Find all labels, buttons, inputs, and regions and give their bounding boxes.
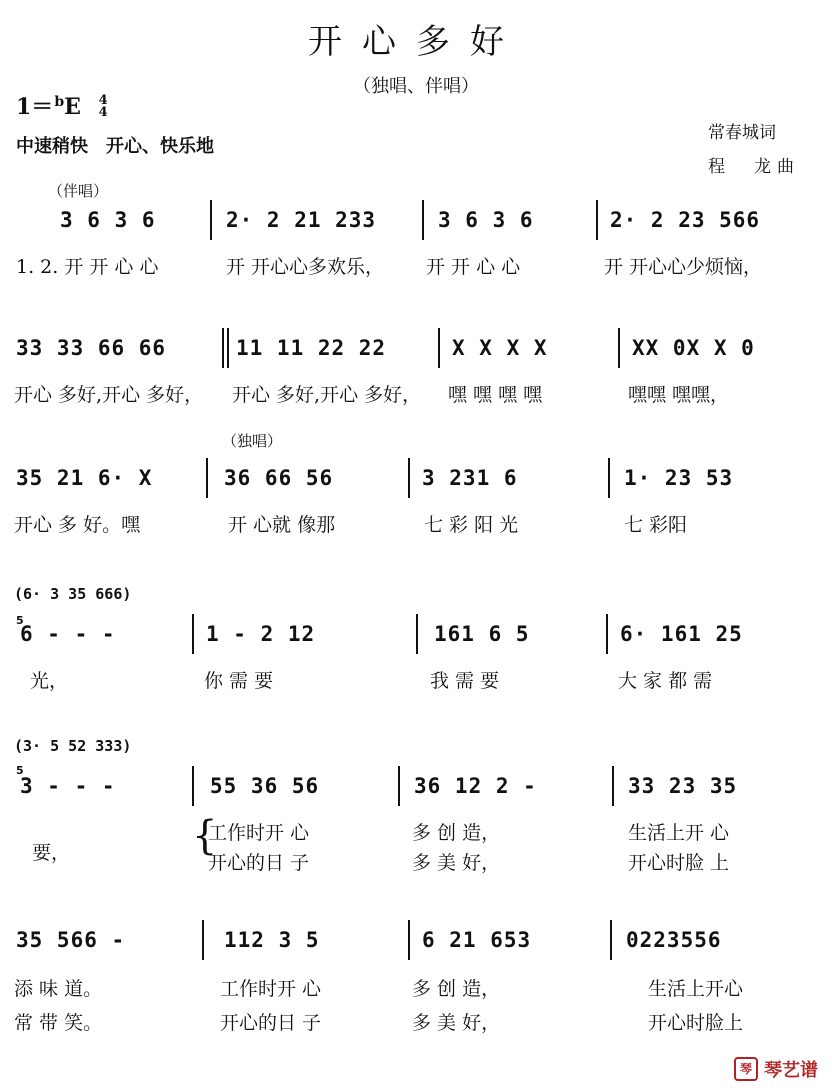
measure: 3 - - - xyxy=(20,774,116,798)
lyric-line: 七 彩阳 xyxy=(624,514,688,536)
measure: 6 21 653 xyxy=(422,928,532,952)
lyric-line: 嘿 嘿 嘿 嘿 xyxy=(448,384,543,406)
grace-note: 5 xyxy=(16,764,24,777)
measure: 0223556 xyxy=(626,928,722,952)
lyric-line: 开心时脸 上 xyxy=(628,852,730,874)
measure: 11 11 22 22 xyxy=(236,336,387,360)
measure: 1 - 2 12 xyxy=(206,622,316,646)
system-4 xyxy=(12,614,822,654)
measure: X X X X xyxy=(452,336,548,360)
lyric-line: 开心的日 子 xyxy=(208,852,310,874)
time-signature xyxy=(99,95,108,119)
barline xyxy=(610,920,612,960)
lyric-line: 光， xyxy=(30,670,69,692)
lyric-line: 你 需 要 xyxy=(204,670,274,692)
double-barline xyxy=(222,328,229,368)
barline xyxy=(408,458,410,498)
barline xyxy=(618,328,620,368)
key-letter: E xyxy=(64,94,81,120)
lyric-line: 七 彩 阳 光 xyxy=(424,514,519,536)
lyric-line: 大 家 都 需 xyxy=(618,670,713,692)
measure: 36 12 2 - xyxy=(414,774,537,798)
barline xyxy=(210,200,212,240)
lyric-line: 开心 多好,开心 多好， xyxy=(14,384,204,406)
barline xyxy=(422,200,424,240)
barline xyxy=(596,200,598,240)
measure: 3 6 3 6 xyxy=(60,208,156,232)
measure: 33 23 35 xyxy=(628,774,738,798)
system-6 xyxy=(12,920,822,960)
system-1 xyxy=(12,200,822,240)
measure: XX 0X X 0 xyxy=(632,336,755,360)
grace-note: 5 xyxy=(16,614,24,627)
lyric-line: 工作时开 心 xyxy=(208,822,310,844)
lyric-line: 多 美 好， xyxy=(412,1012,501,1034)
barline xyxy=(608,458,610,498)
measure: 35 21 6· X xyxy=(16,466,153,490)
key-prefix: 1＝ xyxy=(16,94,54,120)
logo-mark-icon: 琴 xyxy=(734,1057,758,1081)
lyric-line: 生活上开 心 xyxy=(628,822,730,844)
barline xyxy=(438,328,440,368)
site-logo xyxy=(734,1056,818,1082)
time-top: 4 xyxy=(98,93,108,108)
lyric-line: 开心 多 好。嘿 xyxy=(14,514,141,536)
composer-credit: 程 龙曲 xyxy=(708,157,800,177)
lyric-line: 常 带 笑。 xyxy=(14,1012,103,1034)
lyric-line: 开 开心心多欢乐， xyxy=(226,256,385,278)
measure: 3 231 6 xyxy=(422,466,518,490)
lyric-line: 开 开心心少烦恼， xyxy=(604,256,763,278)
lyric-line: 多 创 造， xyxy=(412,822,501,844)
measure: 33 33 66 66 xyxy=(16,336,167,360)
lyric-line: 开 开 心 心 xyxy=(426,256,521,278)
lyric-brace: { xyxy=(192,813,218,859)
barline xyxy=(612,766,614,806)
song-subtitle: （独唱、伴唱） xyxy=(353,76,479,97)
measure: 36 66 56 xyxy=(224,466,334,490)
lyric-line: 开心 多好,开心 多好， xyxy=(232,384,422,406)
filler-phrase-2: (3· 5 52 333) xyxy=(14,737,132,755)
measure: 6· 161 25 xyxy=(620,622,743,646)
time-bottom: 4 xyxy=(98,105,108,120)
logo-text: 琴艺谱 xyxy=(764,1060,818,1081)
tempo-marking: 中速稍快 开心、快乐地 xyxy=(16,136,214,157)
song-title: 开心多好 xyxy=(308,22,524,62)
lyric-line: 嘿嘿 嘿嘿， xyxy=(628,384,730,406)
key-flat: b xyxy=(54,94,65,110)
lyric-line: 添 味 道。 xyxy=(14,978,103,1000)
measure: 3 6 3 6 xyxy=(438,208,534,232)
lyricist-credit: 常春城词 xyxy=(708,123,776,143)
lyric-line: 我 需 要 xyxy=(430,670,500,692)
barline xyxy=(398,766,400,806)
lyric-line: 开心的日 子 xyxy=(220,1012,322,1034)
barline xyxy=(408,920,410,960)
lyric-line: 生活上开心 xyxy=(648,978,744,1000)
measure: 161 6 5 xyxy=(434,622,530,646)
lyric-line: 开心时脸上 xyxy=(648,1012,744,1034)
solo-label: （独唱） xyxy=(222,432,283,450)
measure: 2· 2 23 566 xyxy=(610,208,761,232)
measure: 35 566 - xyxy=(16,928,126,952)
filler-phrase-1: (6· 3 35 666) xyxy=(14,585,132,603)
system-3 xyxy=(12,458,822,498)
accompaniment-label: （伴唱） xyxy=(48,182,109,200)
lyric-line: 多 创 造， xyxy=(412,978,501,1000)
system-2 xyxy=(12,328,822,368)
measure: 2· 2 21 233 xyxy=(226,208,377,232)
key-signature xyxy=(16,90,108,121)
barline xyxy=(606,614,608,654)
barline xyxy=(206,458,208,498)
system-5 xyxy=(12,766,822,806)
lyric-line: 要， xyxy=(32,842,71,864)
measure: 6 - - - xyxy=(20,622,116,646)
barline xyxy=(202,920,204,960)
measure: 112 3 5 xyxy=(224,928,320,952)
measure: 1· 23 53 xyxy=(624,466,734,490)
lyric-line: 工作时开 心 xyxy=(220,978,322,1000)
barline xyxy=(416,614,418,654)
measure: 55 36 56 xyxy=(210,774,320,798)
lyric-line: 多 美 好， xyxy=(412,852,501,874)
lyric-line: 1. 2. 开 开 心 心 xyxy=(16,256,159,278)
barline xyxy=(192,614,194,654)
barline xyxy=(192,766,194,806)
lyric-line: 开 心就 像那 xyxy=(228,514,336,536)
